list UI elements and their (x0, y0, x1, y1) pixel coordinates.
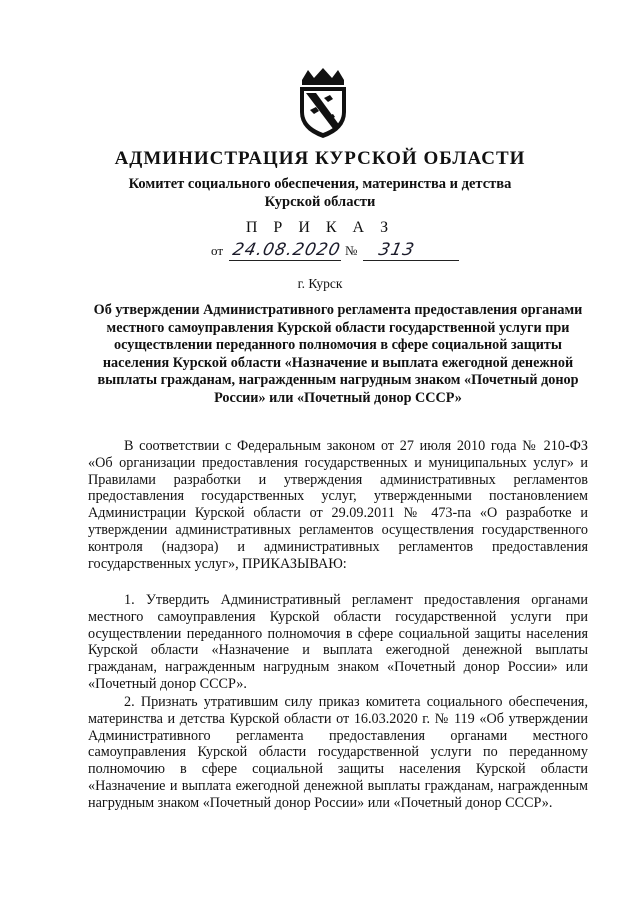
date-underline (229, 260, 341, 261)
order-item-2 (88, 694, 588, 812)
number-handwritten: 313 (376, 240, 417, 260)
administration-title: АДМИНИСТРАЦИЯ КУРСКОЙ ОБЛАСТИ (114, 148, 526, 169)
document-type: П Р И К А З (245, 219, 395, 236)
order-date-number (211, 240, 461, 264)
date-label: от (211, 243, 224, 258)
order-item-1-text: 1. Утвердить Административный регламент предоставления органами местного самоуправления Курской области государственной услуги при осуществлении переданного полномочия в сфере социальной защиты населения Курской области «Назначение и выплата ежегодной денежной выплаты гражданам, награжденным нагрудным знаком «Почетный донор России» или «Почетный донор СССР». (88, 592, 588, 692)
order-title: Об утверждении Административного регламента предоставления органами местного самоуправления Курской области государственной услуги при осуществлении переданного полномочия в сфере социальной защиты населения Курской области «Назначение и выплата ежегодной денежной выплаты гражданам, награжденным нагрудным знаком «Почетный донор России» или «Почетный донор СССР» (93, 302, 583, 406)
order-item-2-text: 2. Признать утратившим силу приказ комитета социального обеспечения, материнства и детства Курской области от 16.03.2020 г. № 119 «Об утверждении Административного регламента предоставления органами местного самоуправления Курской области государственной услуги по переданному полномочию в сфере социальной защиты населения Курской области «Назначение и выплата ежегодной денежной выплаты гражданам, награжденным нагрудным знаком «Почетный донор России» или «Почетный донор СССР». (88, 694, 588, 811)
committee-name (0, 175, 640, 211)
kursk-coat-of-arms-icon (294, 66, 352, 140)
preamble (88, 438, 588, 572)
city: г. Курск (297, 276, 343, 291)
date-handwritten: 24.08.2020 (230, 240, 343, 260)
committee-line-1: Комитет социального обеспечения, материнства и детства (128, 176, 512, 192)
number-label: № (345, 243, 358, 258)
number-underline (363, 260, 459, 261)
order-item-1 (88, 592, 588, 693)
committee-line-2: Курской области (264, 194, 376, 210)
preamble-paragraph: В соответствии с Федеральным законом от 27 июля 2010 года № 210-ФЗ «Об организации предоставления государственных и муниципальных услуг» и Правилами разработки и утверждения административных регламентов предоставления государственных услуг, утвержденными постановлением Администрации Курской области от 29.09.2011 № 473-па «О разработке и утверждении административных регламентов осуществления государственного контроля (надзора) и административных регламентов предоставления государственных услуг», ПРИКАЗЫВАЮ: (88, 438, 588, 572)
